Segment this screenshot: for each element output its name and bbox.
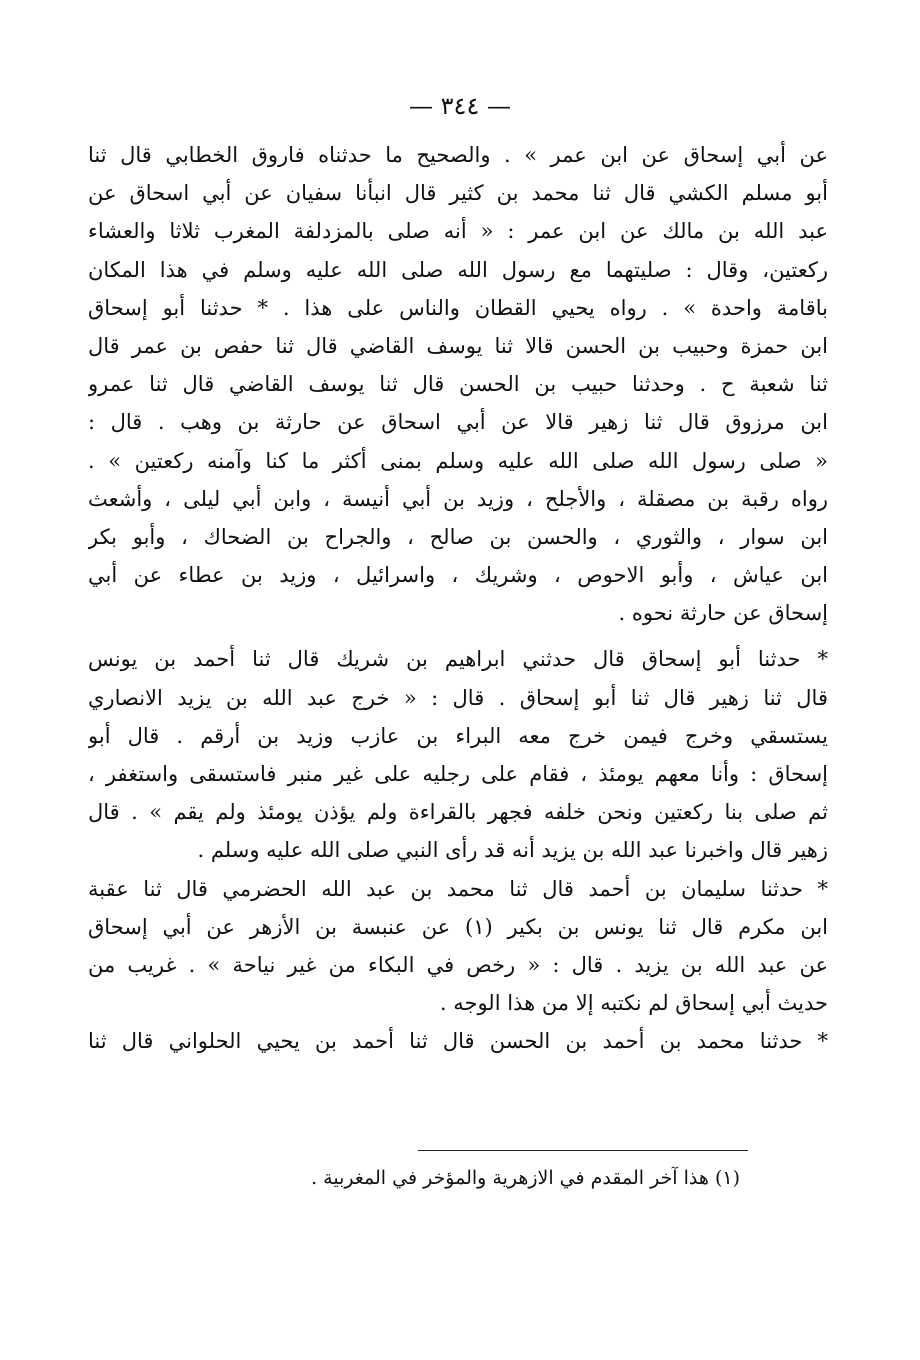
text-line: * حدثنا محمد بن أحمد بن الحسن قال ثنا أحمد بن يحيي الحلواني قال ثنا (88, 1029, 828, 1054)
text-line: * حدثنا أبو إسحاق قال حدثني ابراهيم بن شريك قال ثنا أحمد بن يونس (88, 647, 828, 672)
text-line: ابن مكرم قال ثنا يونس بن بكير (١) عن عنبسة بن الأزهر عن أبي إسحاق (88, 914, 828, 939)
text-line: ثنا شعبة ح . وحدثنا حبيب بن الحسن قال ثنا يوسف القاضي قال ثنا عمرو (88, 372, 828, 397)
text-line: أبو مسلم الكشي قال ثنا محمد بن كثير قال انبأنا سفيان عن أبي اسحاق عن (88, 181, 828, 206)
text-line: عن عبد الله بن يزيد . قال : « رخص في البكاء من غير نياحة » . غريب من (88, 952, 828, 977)
paragraph-gap (88, 632, 828, 640)
text-line: ابن حمزة وحبيب بن الحسن قالا ثنا يوسف القاضي قال ثنا حفص بن عمر قال (88, 333, 828, 358)
text-line: باقامة واحدة » . رواه يحيي القطان والناس على هذا . * حدثنا أبو إسحاق (88, 295, 828, 320)
text-line: * حدثنا سليمان بن أحمد قال ثنا محمد بن عبد الله الحضرمي قال ثنا عقبة (88, 876, 828, 901)
page-number: — ٣٤٤ — (409, 92, 511, 120)
text-line: رواه رقبة بن مصقلة ، والأجلح ، وزيد بن أبي أنيسة ، وابن أبي ليلى ، وأشعث (88, 486, 828, 511)
text-line: ابن عياش ، وأبو الاحوص ، وشريك ، واسرائيل ، وزيد بن عطاء عن أبي (88, 563, 828, 588)
text-line: إسحاق عن حارثة نحوه . (618, 601, 828, 626)
text-line: « صلى رسول الله صلى الله عليه وسلم بمنى أكثر ما كنا وآمنه ركعتين » . (88, 448, 828, 473)
footnote: (١) هذا آخر المقدم في الازهرية والمؤخر في المغربية . (311, 1167, 740, 1189)
text-line: يستسقي وخرج فيمن خرج معه البراء بن عازب وزيد بن أرقم . قال أبو (88, 723, 828, 748)
text-line: عبد الله بن مالك عن ابن عمر : « أنه صلى بالمزدلفة المغرب ثلاثا والعشاء (88, 219, 828, 244)
text-line: قال ثنا زهير قال ثنا أبو إسحاق . قال : « خرج عبد الله بن يزيد الانصاري (88, 685, 828, 710)
text-line: عن أبي إسحاق عن ابن عمر » . والصحيح ما حدثناه فاروق الخطابي قال ثنا (88, 143, 828, 167)
text-line: ثم صلى بنا ركعتين ونحن خلفه فجهر بالقراءة ولم يؤذن يومئذ ولم يقم » . قال (88, 800, 828, 825)
text-line: ابن سوار ، والثوري ، والحسن بن صالح ، والجراح بن الضحاك ، وأبو بكر (88, 524, 828, 549)
text-line: ركعتين، وقال : صليتهما مع رسول الله صلى الله عليه وسلم في هذا المكان (88, 257, 828, 282)
text-line: حديث أبي إسحاق لم نكتبه إلا من هذا الوجه . (439, 991, 828, 1016)
text-line: إسحاق : وأنا معهم يومئذ ، فقام على رجليه على غير منبر فاستسقى واستغفر ، (88, 762, 828, 786)
footnote-divider (418, 1150, 748, 1151)
text-line: زهير قال واخبرنا عبد الله بن يزيد أنه قد رأى النبي صلى الله عليه وسلم . (197, 838, 828, 863)
body-text (88, 136, 828, 1061)
text-line: ابن مرزوق قال ثنا زهير قالا عن أبي اسحاق عن حارثة بن وهب . قال : (88, 410, 828, 435)
